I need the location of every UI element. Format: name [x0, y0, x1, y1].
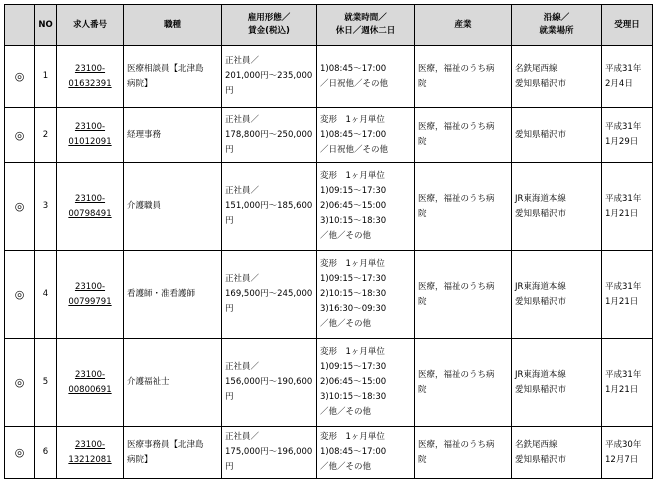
favorite-mark-icon: ◎ — [5, 427, 35, 479]
occupation-cell: 経理事務 — [124, 108, 222, 163]
line-location-cell: 名鉄尾西線 愛知県稲沢市 — [512, 427, 602, 479]
employment-cell: 正社員／ 156,000円〜190,600円 — [222, 339, 317, 427]
header-row — [5, 5, 653, 46]
industry-cell: 医療，福祉のうち病 院 — [415, 251, 512, 339]
table-row — [5, 163, 653, 251]
table-row — [5, 108, 653, 163]
job-number-cell — [57, 251, 124, 339]
job-number-cell — [57, 339, 124, 427]
industry-cell: 医療，福祉のうち病 院 — [415, 46, 512, 108]
job-number-link[interactable]: 23100- 01012091 — [68, 122, 112, 147]
job-number-cell — [57, 427, 124, 479]
employment-cell: 正社員／ 169,500円〜245,000円 — [222, 251, 317, 339]
job-number-link[interactable]: 23100- 00800691 — [68, 369, 112, 395]
header-employment: 雇用形態／ 賃金(税込) — [222, 5, 317, 46]
hours-cell: 変形 1ヶ月単位 1)09:15〜17:30 2)06:45〜15:00 3)10:15〜18:30 ／他／その他 — [317, 163, 415, 251]
row-number: 2 — [35, 108, 57, 163]
received-date-cell: 平成31年 1月21日 — [602, 251, 653, 339]
header-job-no: 求人番号 — [57, 5, 124, 46]
occupation-cell: 介護福祉士 — [124, 339, 222, 427]
favorite-mark-icon: ◎ — [5, 251, 35, 339]
job-number-cell — [57, 108, 124, 163]
header-line: 沿線／ 就業場所 — [512, 5, 602, 46]
received-date-cell: 平成31年 1月29日 — [602, 108, 653, 163]
header-industry: 産業 — [415, 5, 512, 46]
favorite-mark-icon: ◎ — [5, 339, 35, 427]
job-number-link[interactable]: 23100- 00798491 — [68, 193, 112, 219]
row-number: 6 — [35, 427, 57, 479]
job-number-link[interactable]: 23100- 01632391 — [68, 63, 112, 89]
hours-cell: 変形 1ヶ月単位 1)08:45〜17:00 ／他／その他 — [317, 427, 415, 479]
received-date-cell: 平成30年 12月7日 — [602, 427, 653, 479]
job-number-cell — [57, 46, 124, 108]
favorite-mark-icon: ◎ — [5, 46, 35, 108]
received-date-cell: 平成31年 1月21日 — [602, 339, 653, 427]
table-row — [5, 46, 653, 108]
favorite-mark-icon: ◎ — [5, 108, 35, 163]
header-occupation: 職種 — [124, 5, 222, 46]
employment-cell: 正社員／ 178,800円〜250,000円 — [222, 108, 317, 163]
job-number-cell — [57, 163, 124, 251]
header-mark — [5, 5, 35, 46]
employment-cell: 正社員／ 151,000円〜185,600円 — [222, 163, 317, 251]
row-number: 1 — [35, 46, 57, 108]
employment-cell: 正社員／ 201,000円〜235,000円 — [222, 46, 317, 108]
hours-cell: 変形 1ヶ月単位 1)09:15〜17:30 2)06:45〜15:00 3)10:15〜18:30 ／他／その他 — [317, 339, 415, 427]
table-row — [5, 251, 653, 339]
industry-cell: 医療，福祉のうち病 院 — [415, 427, 512, 479]
row-number: 4 — [35, 251, 57, 339]
occupation-cell: 介護職員 — [124, 163, 222, 251]
job-listing-table — [4, 4, 653, 479]
row-number: 5 — [35, 339, 57, 427]
occupation-cell: 医療相談員【北津島 病院】 — [124, 46, 222, 108]
row-number: 3 — [35, 163, 57, 251]
header-date: 受理日 — [602, 5, 653, 46]
received-date-cell: 平成31年 2月4日 — [602, 46, 653, 108]
industry-cell: 医療，福祉のうち病 院 — [415, 163, 512, 251]
line-location-cell: JR東海道本線 愛知県稲沢市 — [512, 163, 602, 251]
hours-cell: 変形 1ヶ月単位 1)08:45〜17:00 ／日祝他／その他 — [317, 108, 415, 163]
occupation-cell: 看護師・准看護師 — [124, 251, 222, 339]
table-row — [5, 339, 653, 427]
header-hours: 就業時間／ 休日／週休二日 — [317, 5, 415, 46]
line-location-cell: 愛知県稲沢市 — [512, 108, 602, 163]
favorite-mark-icon: ◎ — [5, 163, 35, 251]
line-location-cell: JR東海道本線 愛知県稲沢市 — [512, 251, 602, 339]
line-location-cell: JR東海道本線 愛知県稲沢市 — [512, 339, 602, 427]
header-no: NO — [35, 5, 57, 46]
occupation-cell: 医療事務員【北津島 病院】 — [124, 427, 222, 479]
hours-cell: 変形 1ヶ月単位 1)09:15〜17:30 2)10:15〜18:30 3)16:30〜09:30 ／他／その他 — [317, 251, 415, 339]
industry-cell: 医療，福祉のうち病 院 — [415, 108, 512, 163]
employment-cell: 正社員／ 175,000円〜196,000円 — [222, 427, 317, 479]
line-location-cell: 名鉄尾西線 愛知県稲沢市 — [512, 46, 602, 108]
received-date-cell: 平成31年 1月21日 — [602, 163, 653, 251]
hours-cell: 1)08:45〜17:00 ／日祝他／その他 — [317, 46, 415, 108]
job-number-link[interactable]: 23100- 00799791 — [68, 281, 112, 307]
industry-cell: 医療，福祉のうち病 院 — [415, 339, 512, 427]
table-row — [5, 427, 653, 479]
job-number-link[interactable]: 23100- 13212081 — [68, 439, 112, 465]
